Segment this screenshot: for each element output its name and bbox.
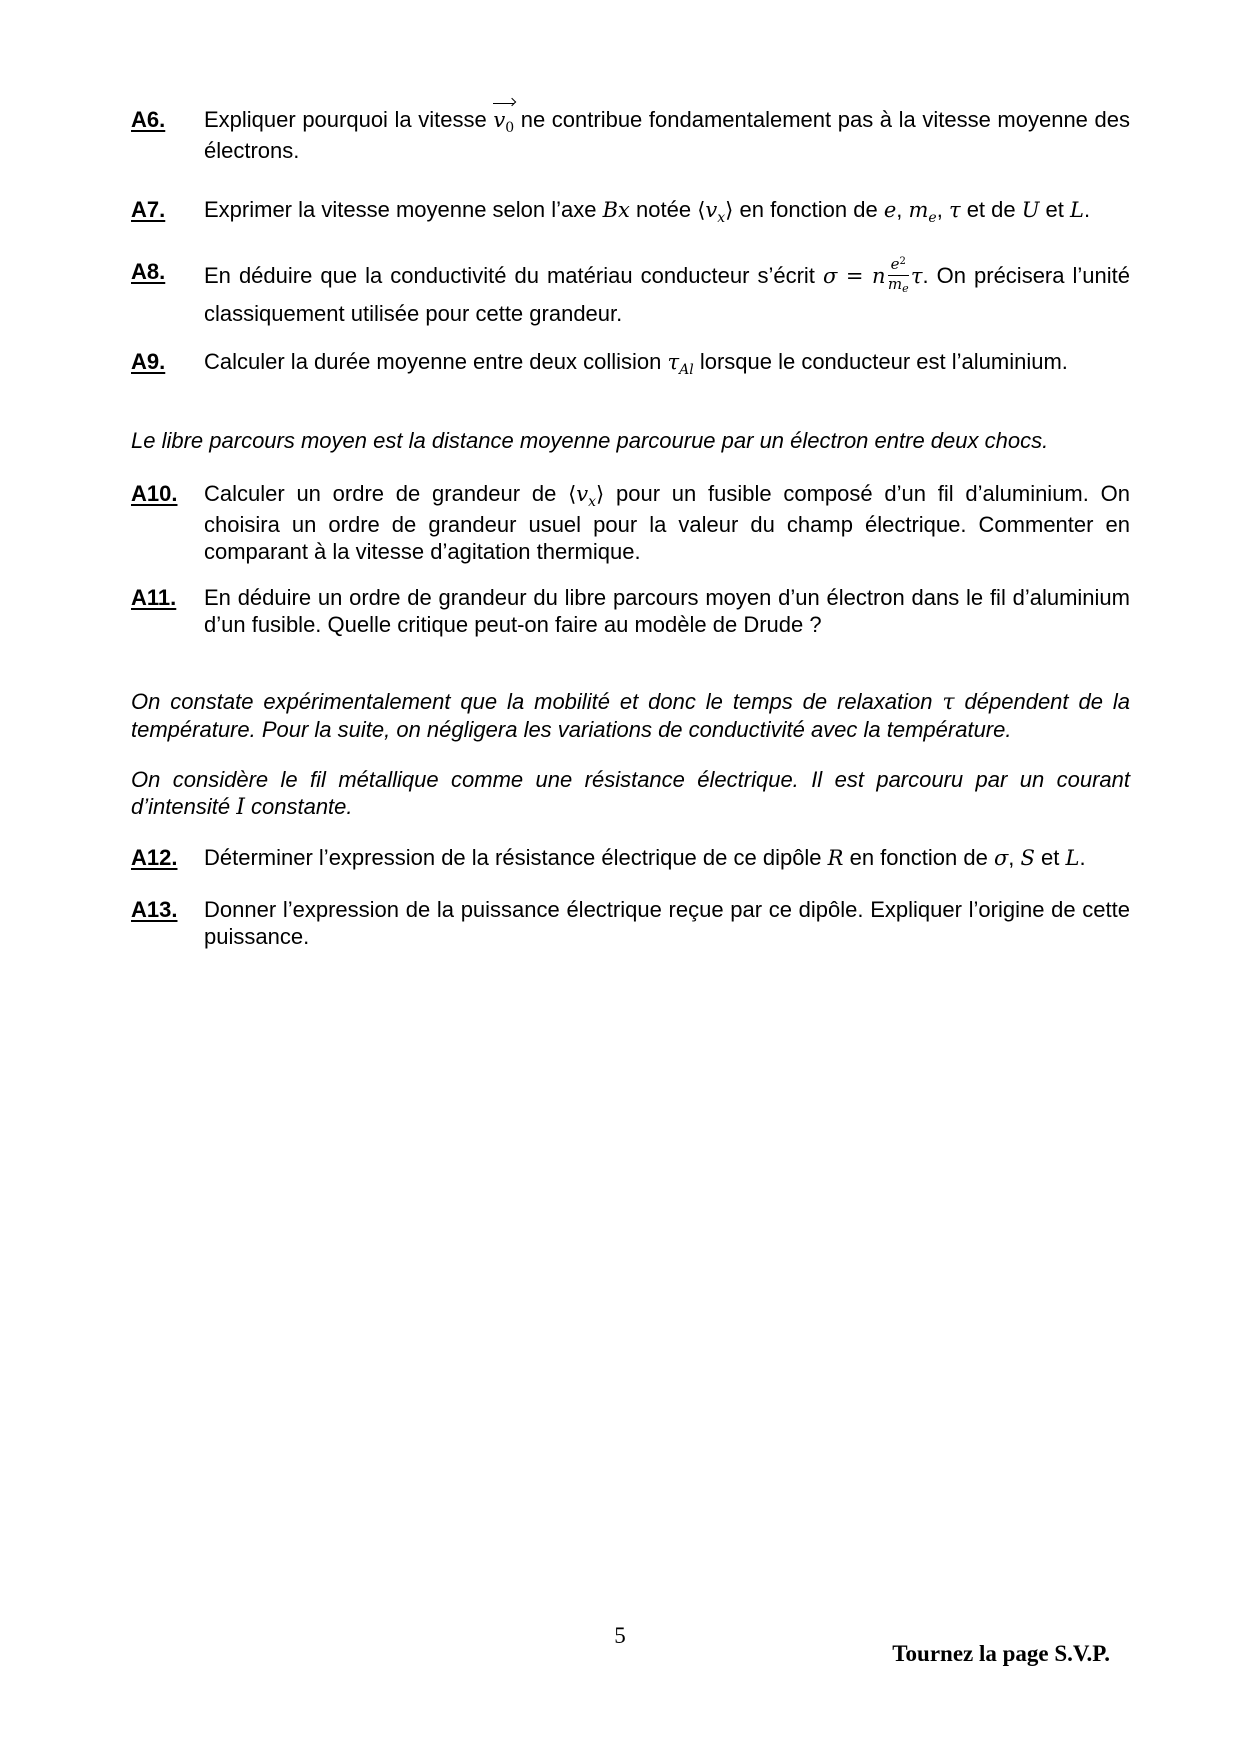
question-label: A6.: [131, 107, 166, 132]
vector-v0: $v_0$: [493, 106, 514, 137]
question-label: A12.: [131, 845, 178, 870]
question-text: Expliquer pourquoi la vitesse $v_0$ ne contribue fondamentalement pas à la vitesse moyenne des électrons.: [204, 106, 1130, 164]
question-a6: [131, 106, 1130, 164]
italic-paragraph-resistance: On considère le fil métallique comme une résistance électrique. Il est parcouru par un courant d’intensité I constante.: [131, 767, 1130, 820]
question-text: Déterminer l’expression de la résistance électrique de ce dipôle R en fonction de σ, S et L.: [204, 845, 1086, 870]
question-a10: [131, 480, 1130, 565]
question-label: A7.: [131, 197, 166, 222]
page-number: 5: [614, 1623, 626, 1648]
question-label: A10.: [131, 481, 178, 506]
question-label: A9.: [131, 349, 166, 374]
question-label: A8.: [131, 259, 166, 284]
question-text: En déduire que la conductivité du matériau conducteur s’écrit σ = n $\frac{e^2}{m_e}$ τ. On précisera l’unité classiquement utilisée pour cette grandeur.: [204, 255, 1130, 327]
question-label: A13.: [131, 897, 178, 922]
question-text: Donner l’expression de la puissance électrique reçue par ce dipôle. Expliquer l’origine de cette puissance.: [204, 897, 1130, 949]
footer-turn-page: Tournez la page S.V.P.: [892, 1641, 1110, 1666]
question-a11: [131, 584, 1130, 638]
question-text: Exprimer la vitesse moyenne selon l’axe Bx notée $⟨v_x⟩$ en fonction de e, $m_e$, τ et de U et L.: [204, 197, 1091, 226]
fraction-e2-over-me: $\frac{e^2}{m_e}$: [887, 255, 909, 296]
question-a9: [131, 348, 1130, 379]
question-a7: [131, 196, 1130, 227]
question-a8: [131, 255, 1130, 332]
question-a13: [131, 896, 1130, 950]
question-text: Calculer un ordre de grandeur de $⟨v_x⟩$ pour un fusible composé d’un fil d’aluminium. On choisira un ordre de grandeur usuel pour la valeur du champ électrique. Commenter en comparant à la vitesse d’agitation thermique.: [204, 481, 1130, 564]
question-text: Calculer la durée moyenne entre deux collision $\tau_{Al}$ lorsque le conducteur est l’aluminium.: [204, 349, 1068, 378]
italic-paragraph-libre-parcours: Le libre parcours moyen est la distance moyenne parcourue par un électron entre deux chocs.: [131, 428, 1049, 453]
question-label: A11.: [131, 585, 177, 610]
question-text: En déduire un ordre de grandeur du libre parcours moyen d’un électron dans le fil d’aluminium d’un fusible. Quelle critique peut-on faire au modèle de Drude ?: [204, 585, 1130, 637]
question-a12: [131, 844, 1130, 872]
italic-paragraph-temperature: On constate expérimentalement que la mobilité et donc le temps de relaxation τ dépendent de la température. Pour la suite, on négligera les variations de conductivité avec la température.: [131, 689, 1130, 742]
